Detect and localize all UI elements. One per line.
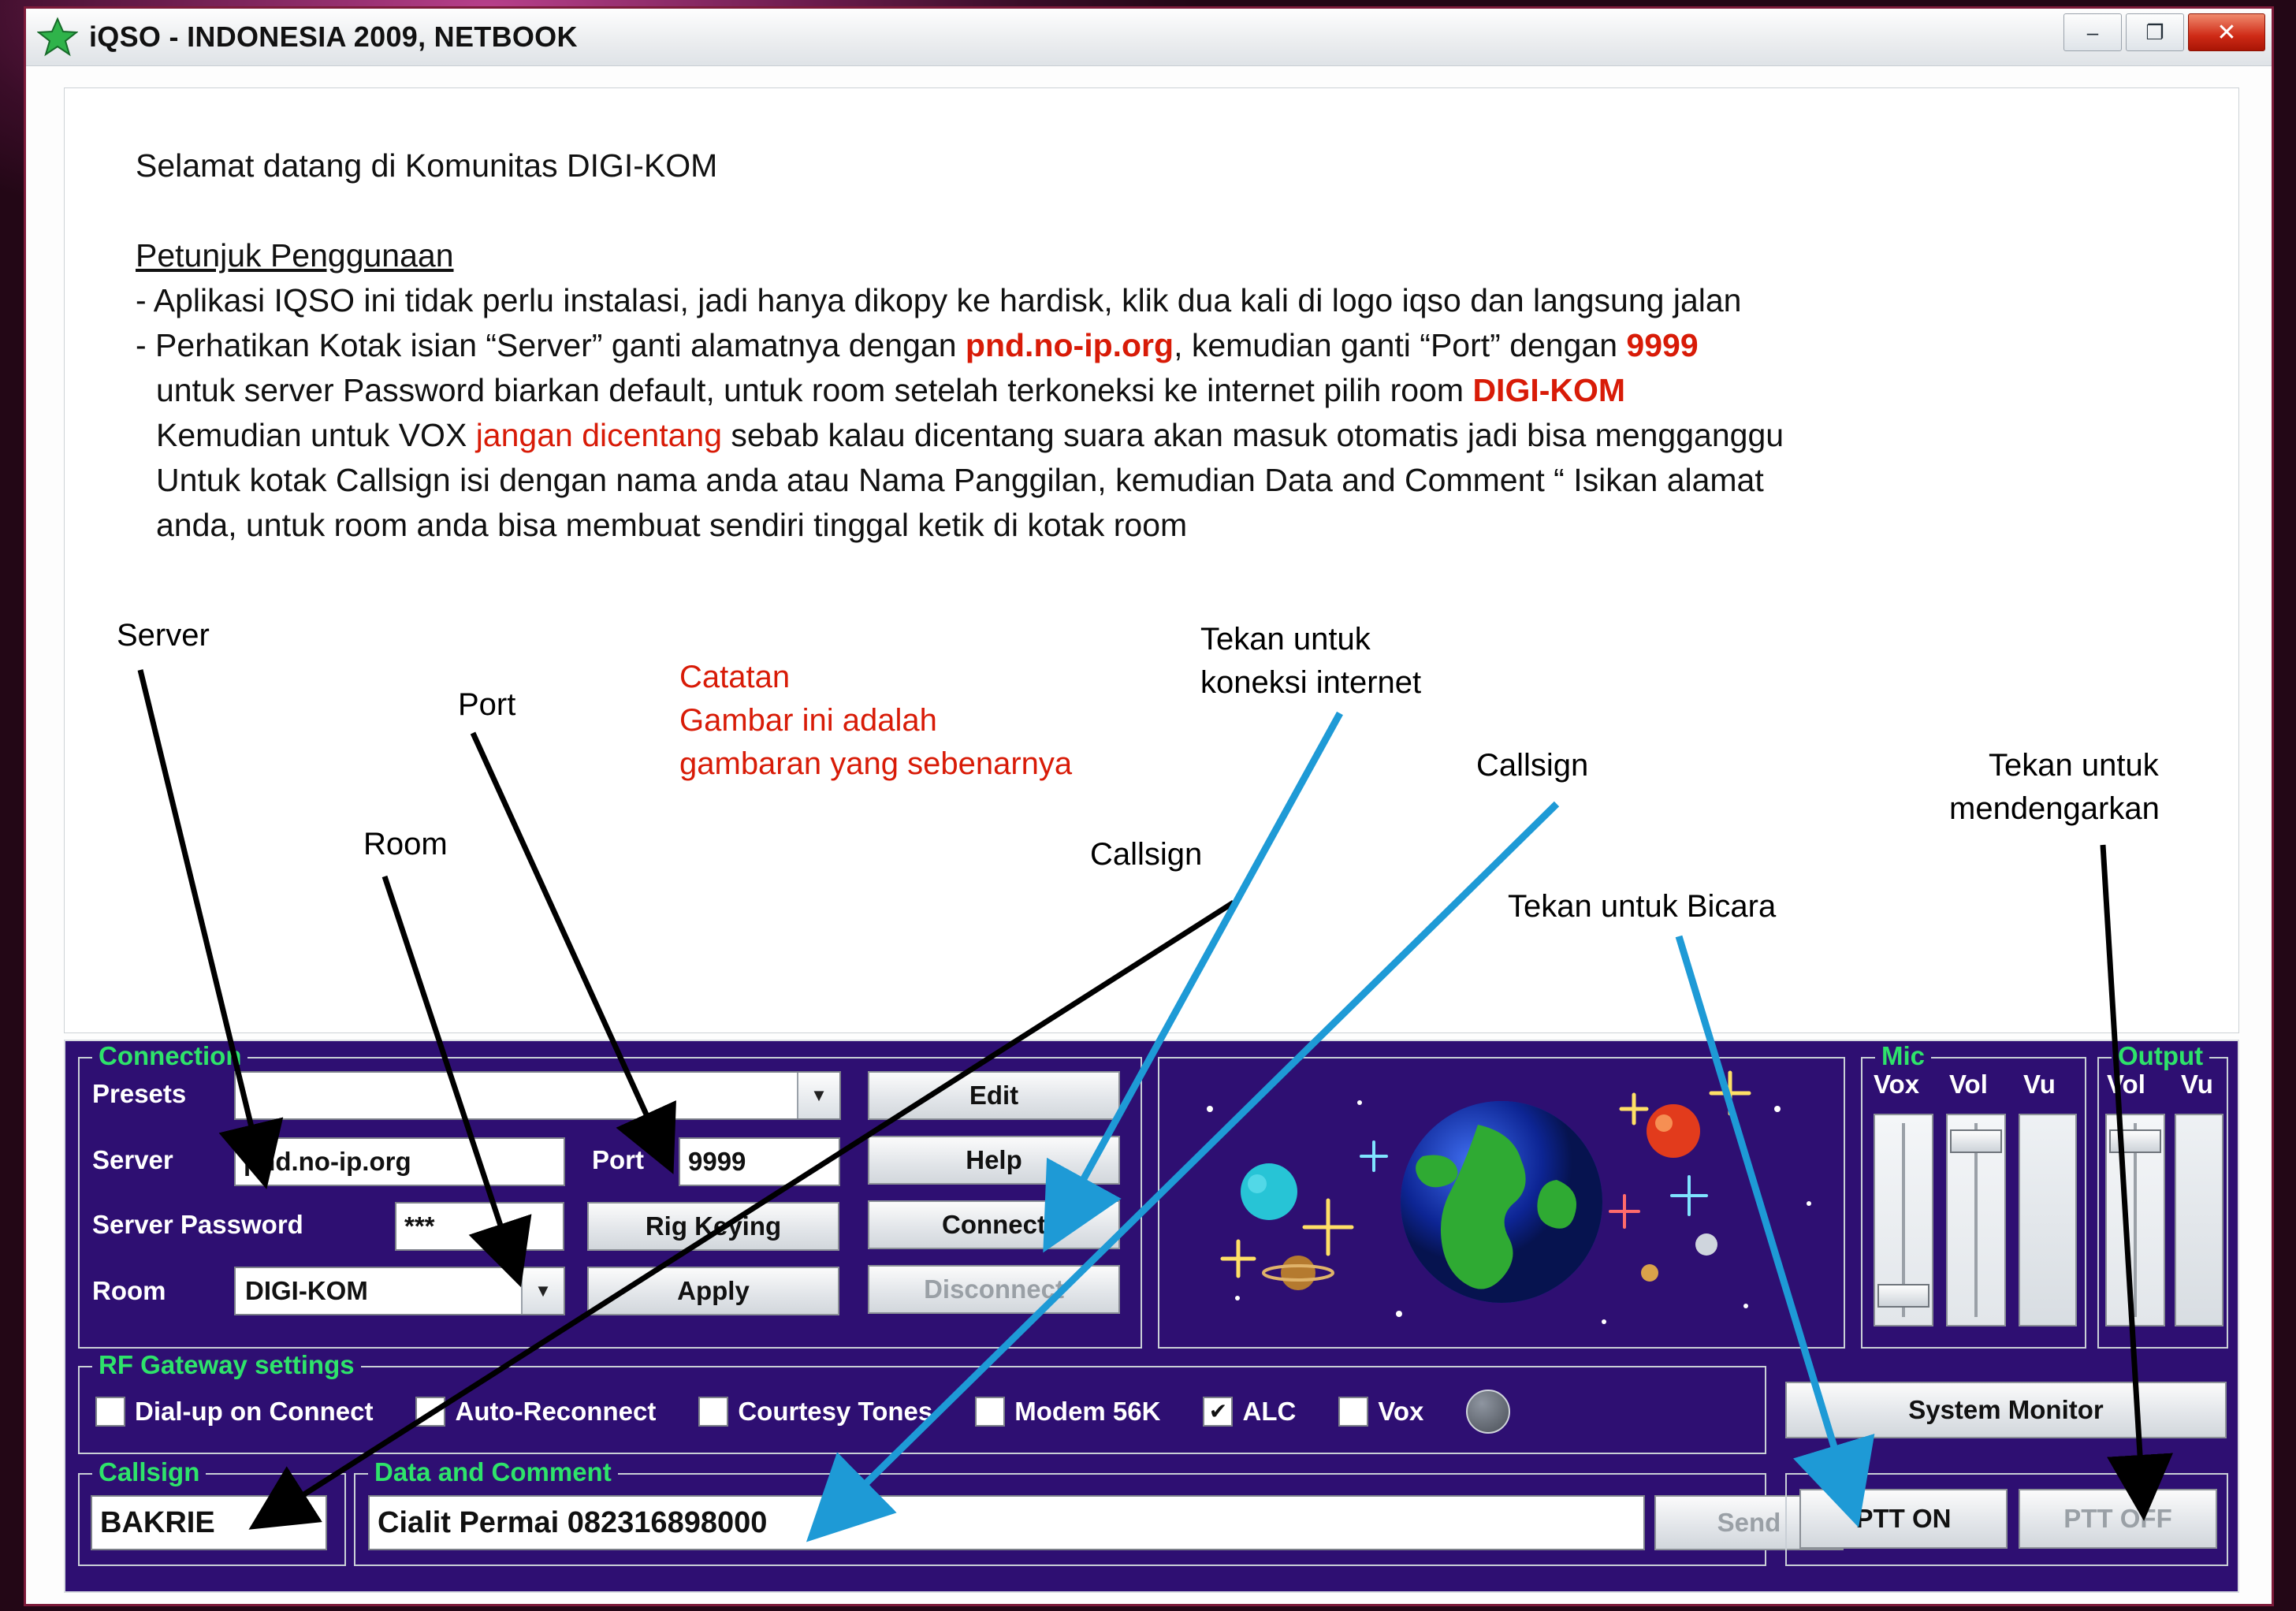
annotation-talk: Tekan untuk Bicara xyxy=(1508,889,1777,924)
mic-vox-label: Vox xyxy=(1874,1070,1920,1099)
checkbox-vox[interactable] xyxy=(1338,1397,1423,1427)
annotation-listen-line1: Tekan untuk xyxy=(1989,748,2159,783)
title-bar xyxy=(26,9,2272,66)
data-comment-group xyxy=(354,1457,1781,1566)
checkbox-box[interactable] xyxy=(698,1397,728,1427)
checkbox-box[interactable] xyxy=(1338,1397,1368,1427)
instructions-pane xyxy=(64,87,2239,1033)
line3-part-a: untuk server Password biarkan default, untuk room setelah terkoneksi ke internet pilih room xyxy=(156,372,1473,408)
mic-vol-label: Vol xyxy=(1949,1070,1988,1099)
callsign-input[interactable]: BAKRIE xyxy=(91,1495,327,1550)
rig-keying-button[interactable]: Rig Keying xyxy=(587,1202,839,1251)
instruction-line-3 xyxy=(136,368,2201,413)
annotation-connect-line1: Tekan untuk xyxy=(1200,622,1371,657)
checkbox-label: Vox xyxy=(1378,1397,1424,1426)
annotation-listen-line2: mendengarkan xyxy=(1949,791,2160,826)
help-button[interactable]: Help xyxy=(868,1136,1120,1185)
checkbox-label: Courtesy Tones xyxy=(738,1397,933,1426)
checkbox-alc[interactable] xyxy=(1203,1397,1296,1427)
send-button: Send xyxy=(1654,1495,1844,1550)
checkbox-label: Dial-up on Connect xyxy=(135,1397,374,1426)
mic-group xyxy=(1861,1041,2086,1349)
annotation-callsign-right: Callsign xyxy=(1476,748,1589,783)
apply-button[interactable]: Apply xyxy=(587,1267,839,1315)
room-combobox[interactable] xyxy=(234,1267,565,1315)
note-title: Catatan xyxy=(679,660,791,694)
annotation-server: Server xyxy=(117,618,210,653)
callsign-caption: Callsign xyxy=(92,1457,206,1487)
globe-image-frame xyxy=(1158,1057,1845,1349)
checkbox-box[interactable] xyxy=(95,1397,125,1427)
note-line-1: Gambar ini adalah xyxy=(679,703,937,738)
ptt-off-button: PTT OFF xyxy=(2019,1489,2217,1549)
output-vol-slider[interactable] xyxy=(2105,1114,2165,1326)
rf-gateway-checkbox-row xyxy=(95,1390,1510,1434)
checkbox-box[interactable] xyxy=(415,1397,445,1427)
line4-part-a: Kemudian untuk VOX xyxy=(156,417,476,453)
greeting-line: Selamat datang di Komunitas DIGI-KOM xyxy=(136,147,718,184)
status-led-icon xyxy=(1466,1390,1510,1434)
checkbox-dialup-on-connect[interactable] xyxy=(95,1397,373,1427)
line4-part-b: sebab kalau dicentang suara akan masuk otomatis jadi bisa mengganggu xyxy=(722,417,1784,453)
mic-group-caption: Mic xyxy=(1875,1041,1931,1071)
callsign-group xyxy=(78,1457,346,1566)
mic-vu-meter xyxy=(2019,1114,2077,1326)
slider-thumb[interactable] xyxy=(2109,1129,2161,1153)
port-label: Port xyxy=(592,1145,644,1174)
instruction-line-1: - Aplikasi IQSO ini tidak perlu instalasi, jadi hanya dikopy ke hardisk, klik dua kali di logo iqso dan langsung jalan xyxy=(136,282,1742,318)
disconnect-button: Disconnect xyxy=(868,1265,1120,1314)
output-group-caption: Output xyxy=(2112,1041,2209,1071)
server-password-input[interactable]: *** xyxy=(395,1202,564,1251)
instruction-line-5: Untuk kotak Callsign isi dengan nama anda atau Nama Panggilan, kemudian Data and Comment “ Isikan alamat xyxy=(156,462,1764,498)
note-block xyxy=(679,656,1072,786)
output-vol-label: Vol xyxy=(2107,1070,2145,1099)
output-vu-meter xyxy=(2175,1114,2223,1326)
connection-group xyxy=(78,1041,1142,1349)
connect-button[interactable]: Connect xyxy=(868,1200,1120,1249)
presets-label: Presets xyxy=(92,1079,187,1108)
checkbox-box[interactable] xyxy=(975,1397,1005,1427)
instruction-line-4 xyxy=(136,413,2201,458)
globe-graphic xyxy=(1163,1062,1840,1344)
instructions-text xyxy=(136,143,2201,548)
ptt-group xyxy=(1785,1473,2228,1566)
annotation-callsign-left: Callsign xyxy=(1090,837,1203,872)
mic-vu-label: Vu xyxy=(2023,1070,2056,1099)
room-label: Room xyxy=(92,1276,166,1305)
ptt-on-button[interactable]: PTT ON xyxy=(1799,1489,2008,1549)
checkbox-label: Auto-Reconnect xyxy=(455,1397,657,1426)
slider-thumb[interactable] xyxy=(1877,1284,1929,1308)
window-controls xyxy=(2063,13,2265,51)
checkbox-auto-reconnect[interactable] xyxy=(415,1397,656,1427)
line3-room: DIGI-KOM xyxy=(1472,372,1626,408)
port-input[interactable]: 9999 xyxy=(679,1137,840,1186)
line4-warning: jangan dicentang xyxy=(475,417,723,453)
output-vu-label: Vu xyxy=(2181,1070,2213,1099)
instructions-heading: Petunjuk Penggunaan xyxy=(136,237,454,273)
annotation-connect-line2: koneksi internet xyxy=(1200,665,1422,700)
rf-gateway-group xyxy=(78,1350,1766,1454)
checkbox-modem-56k[interactable] xyxy=(975,1397,1160,1427)
close-button[interactable]: ✕ xyxy=(2188,13,2265,51)
instruction-line-6: anda, untuk room anda bisa membuat sendiri tinggal ketik di kotak room xyxy=(156,507,1188,543)
checkbox-courtesy-tones[interactable] xyxy=(698,1397,932,1427)
minimize-button[interactable]: – xyxy=(2063,13,2122,51)
maximize-button[interactable]: ❐ xyxy=(2126,13,2184,51)
system-monitor-button[interactable]: System Monitor xyxy=(1785,1382,2227,1438)
checkbox-box[interactable]: ✔ xyxy=(1203,1397,1233,1427)
line2-host: pnd.no-ip.org xyxy=(965,327,1174,363)
room-value: DIGI-KOM xyxy=(245,1276,368,1305)
window-title: iQSO - INDONESIA 2009, NETBOOK xyxy=(89,20,578,53)
server-input[interactable]: pnd.no-ip.org xyxy=(234,1137,565,1186)
annotation-room: Room xyxy=(363,827,448,861)
output-group xyxy=(2097,1041,2228,1349)
application-window xyxy=(24,6,2274,1606)
iqso-control-panel xyxy=(64,1040,2239,1593)
data-comment-input[interactable]: Cialit Permai 082316898000 xyxy=(368,1495,1645,1550)
edit-button[interactable]: Edit xyxy=(868,1071,1120,1120)
checkbox-label: Modem 56K xyxy=(1014,1397,1161,1426)
checkbox-label: ALC xyxy=(1242,1397,1297,1426)
mic-vol-slider[interactable] xyxy=(1946,1114,2006,1326)
rf-gateway-caption: RF Gateway settings xyxy=(92,1350,361,1380)
presets-combobox[interactable] xyxy=(234,1071,841,1120)
chevron-down-icon[interactable]: ▼ xyxy=(797,1073,839,1118)
line2-port: 9999 xyxy=(1626,327,1699,363)
line2-part-a: - Perhatikan Kotak isian “Server” ganti alamatnya dengan xyxy=(136,327,966,363)
note-line-2: gambaran yang sebenarnya xyxy=(679,746,1073,781)
server-label: Server xyxy=(92,1145,173,1174)
data-comment-caption: Data and Comment xyxy=(368,1457,618,1487)
annotation-port: Port xyxy=(458,687,516,722)
app-logo-icon xyxy=(37,17,78,58)
chevron-down-icon[interactable]: ▼ xyxy=(521,1268,564,1314)
instruction-line-2 xyxy=(136,323,2201,368)
line2-part-b: , kemudian ganti “Port” dengan xyxy=(1174,327,1627,363)
mic-vox-slider[interactable] xyxy=(1874,1114,1933,1326)
slider-thumb[interactable] xyxy=(1950,1129,2002,1153)
connection-group-caption: Connection xyxy=(92,1041,247,1071)
server-password-label: Server Password xyxy=(92,1210,303,1239)
